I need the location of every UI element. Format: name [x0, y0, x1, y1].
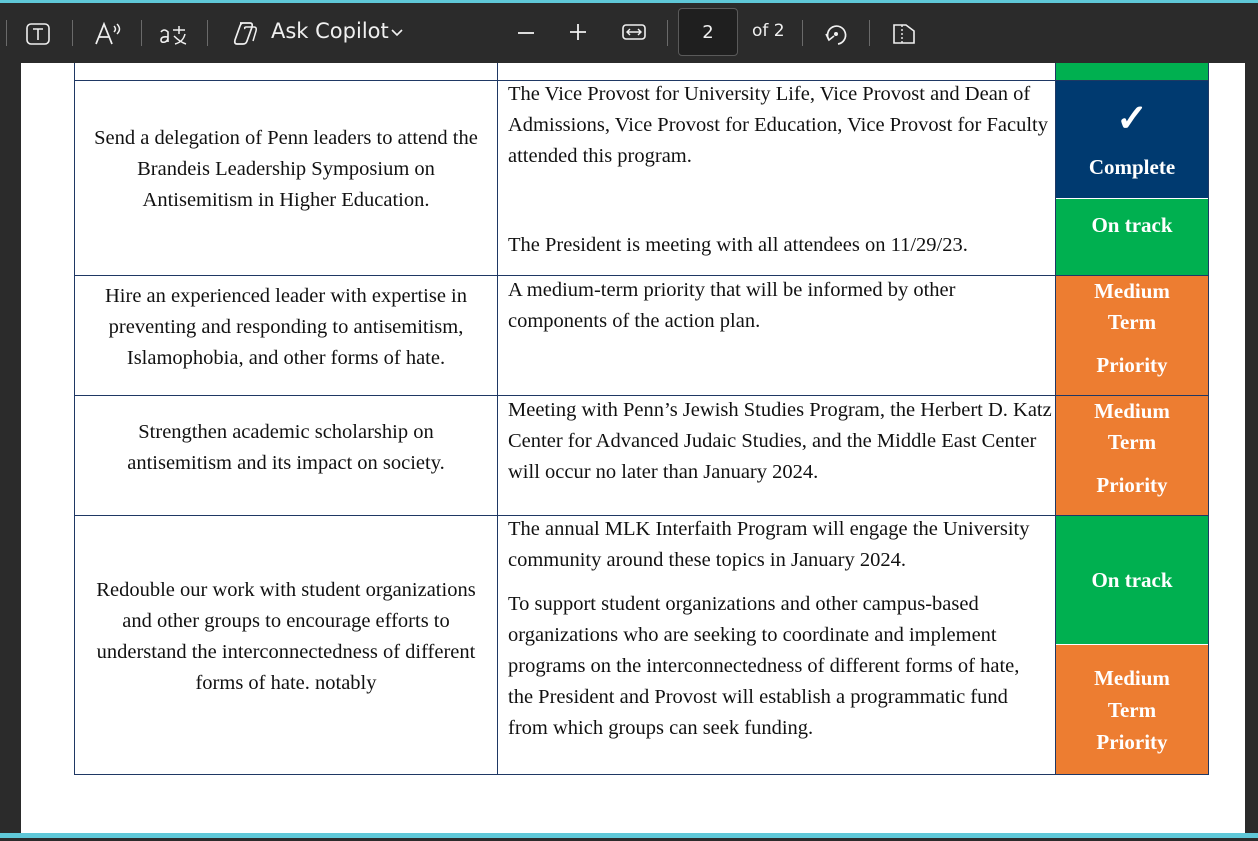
action-cell: Redouble our work with student organizations and other groups to encourage efforts to understand the interconnectedness of different forms of hate. notably [96, 579, 476, 694]
ask-copilot-button[interactable]: Ask Copilot [271, 19, 389, 43]
zoom-in-icon[interactable] [566, 20, 590, 44]
table-border [74, 774, 1209, 775]
status-badge-medium-term [1056, 396, 1208, 515]
toolbar-separator [72, 20, 73, 46]
update-cell: Meeting with Penn’s Jewish Studies Program, the Herbert D. Katz Center for Advanced Judaic Studies, and the Middle East Center will occur no later than January 2024. [508, 399, 1052, 483]
action-cell: Strengthen academic scholarship on antisemitism and its impact on society. [127, 421, 445, 474]
table-border [497, 63, 498, 775]
copilot-icon[interactable] [229, 18, 261, 50]
zoom-out-icon[interactable] [514, 21, 538, 45]
status-label: Priority [1096, 353, 1168, 377]
toolbar-separator [869, 20, 870, 46]
status-badge-medium-term [1056, 645, 1208, 774]
action-cell: Send a delegation of Penn leaders to attend the Brandeis Leadership Symposium on Antisemitism in Higher Education. [94, 127, 478, 211]
status-label: On track [1091, 213, 1173, 237]
status-label: Medium Term [1094, 279, 1170, 334]
chevron-down-icon[interactable] [388, 25, 406, 41]
toolbar-separator [207, 20, 208, 46]
toolbar-separator [667, 20, 668, 46]
status-badge-complete [1056, 81, 1208, 198]
page-view-icon[interactable] [889, 20, 919, 48]
toolbar-separator [141, 20, 142, 46]
pdf-page [21, 63, 1245, 833]
page-total-label: of 2 [752, 21, 785, 41]
status-label: Complete [1088, 155, 1176, 179]
status-badge-on-track [1056, 199, 1208, 275]
update-cell: To support student organizations and other campus-based organizations who are seeking to coordinate and implement programs on the interconnectedness of different forms of hate, the President and Provost will establish a programmatic fund from which groups can seek funding. [508, 593, 1020, 739]
pdf-toolbar [0, 3, 1258, 63]
update-cell: A medium-term priority that will be informed by other components of the action plan. [508, 279, 956, 332]
status-label: On track [1091, 567, 1173, 592]
status-badge-medium-term [1056, 276, 1208, 395]
translate-icon[interactable] [158, 19, 190, 49]
status-badge [1056, 63, 1208, 80]
checkmark-icon: ✓ [1116, 98, 1148, 140]
update-cell: The President is meeting with all attendees on 11/29/23. [508, 234, 968, 256]
status-badge-on-track [1056, 516, 1208, 644]
toolbar-separator [802, 20, 803, 46]
page-number-input[interactable]: 2 [678, 8, 738, 56]
text-box-icon[interactable] [24, 20, 52, 48]
table-border [1208, 63, 1209, 775]
update-cell: The Vice Provost for University Life, Vice Provost and Dean of Admissions, Vice Provost for Education, Vice Provost for Faculty attended this program. [508, 83, 1048, 167]
fit-width-icon[interactable] [620, 20, 648, 44]
rotate-icon[interactable] [821, 19, 851, 49]
status-label: Medium Term Priority [1094, 665, 1170, 754]
table-border [74, 63, 75, 775]
read-aloud-icon[interactable] [93, 19, 123, 49]
status-label: Priority [1096, 473, 1168, 497]
update-cell: The annual MLK Interfaith Program will engage the University community around these topics in January 2024. [508, 518, 1030, 571]
toolbar-separator [6, 20, 7, 46]
status-label: Medium Term [1094, 399, 1170, 454]
action-cell: Hire an experienced leader with expertise in preventing and responding to antisemitism, Islamophobia, and other forms of hate. [105, 285, 467, 369]
